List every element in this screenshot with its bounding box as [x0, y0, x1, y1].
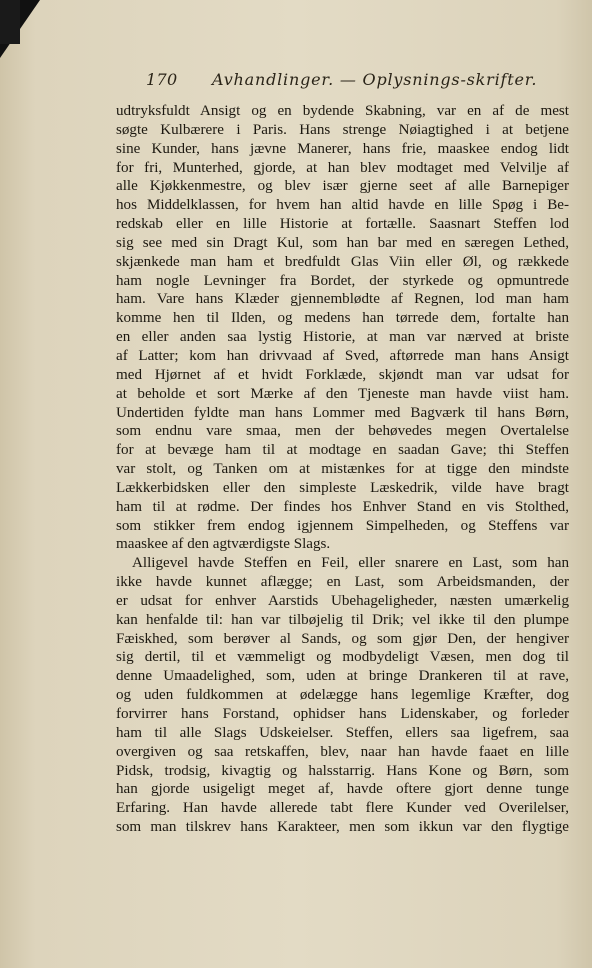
text-line: redskab eller en lille Historie at fortælle. Saasnart Steffen lod — [116, 216, 569, 233]
text-line: Erfaring. Han havde allerede tabt flere Kunder ved Overilelser, — [116, 800, 569, 817]
text-line: han gjorde usigeligt meget af, havde oftere gjort denne tunge — [116, 781, 569, 798]
text-line: Fæiskhed, som berøver al Sands, og som gjør Den, der hengiver — [116, 630, 569, 647]
running-head: Avhandlinger. — Oplysnings-skrifter. — [212, 70, 538, 89]
text-line: og uden fuldkommen at ødelægge hans legemlige Kræfter, dog — [116, 687, 569, 704]
body-text — [116, 102, 569, 837]
scan-corner-shadow-edge — [0, 0, 20, 44]
text-line: kan henfalde til: han var tilbøjelig til Drik; vel ikke til den plumpe — [116, 611, 569, 628]
text-line: at beholde et sort Mærke af den Tjeneste man havde viist ham. — [116, 385, 569, 402]
text-line: sig dertil, til et væmmeligt og modbydeligt Væsen, men dog til — [116, 649, 569, 666]
text-line: skjænkede man ham et bredfuldt Glas Viin eller Øl, og rækkede — [116, 253, 569, 270]
text-line: sine Kunder, hans jævne Manerer, hans frie, maaskee endog lidt — [116, 140, 569, 157]
text-line: sig see med sin Dragt Kul, som han bar med en særegen Lethed, — [116, 234, 569, 251]
text-line: forvirrer hans Forstand, ophidser hans Lidenskaber, og forleder — [116, 706, 569, 722]
text-line: ham nogle Levninger fra Bordet, der styrkede og opmuntrede — [116, 272, 569, 289]
text-line: søgte Kulbærere i Paris. Hans strenge Nøiagtighed i at betjene — [116, 121, 569, 138]
text-line: for fri, Munterhed, gjorde, at han blev modtaget med Velvilje af — [116, 159, 569, 176]
text-line: Undertiden fyldte man hans Lommer med Bagværk til hans Børn, — [116, 404, 569, 421]
text-line: er udsat for enhver Aarstids Ubehageligheder, næsten umærkelig — [116, 592, 569, 609]
text-line: komme hen til Ilden, og medens han tørrede dem, fortalte han — [116, 310, 569, 327]
text-line: maaskee af den agtværdigste Slags. — [116, 536, 331, 553]
text-line: ikke havde kunnet aflægge; en Last, som Arbeidsmanden, der — [116, 574, 569, 591]
text-line: Pidsk, trodsig, kivagtig og halsstarrig. Hans Kone og Børn, som — [116, 762, 569, 779]
text-line: ham til at rødme. Der findes hos Enhver Stand en vis Stolthed, — [116, 498, 569, 515]
page-header — [146, 70, 566, 94]
text-line: udtryksfuldt Ansigt og en bydende Skabning, var en af de mest — [116, 103, 569, 119]
text-line: var stolt, og Tanken om at mistænkes for at tigge den mindste — [116, 461, 569, 478]
text-line: denne Umaadelighed, som, uden at bringe Drankeren til at rave, — [116, 668, 569, 685]
text-line: for at bevæge ham til at modtage en saadan Gave; thi Steffen — [116, 442, 569, 459]
text-line: Alligevel havde Steffen en Feil, eller snarere en Last, som han — [132, 555, 569, 572]
text-line: som endnu vare smaa, men der behøvedes megen Overtalelse — [116, 423, 569, 440]
text-line: hos Middelklassen, for hvem han altid havde en lille Spøg i Be- — [116, 197, 569, 214]
text-line: med Hjørnet af et hvidt Forklæde, skjøndt man var udsat for — [116, 366, 569, 383]
text-line: Lækkerbidsken eller den simpleste Læskedrik, vilde have bragt — [116, 479, 569, 496]
page-number: 170 — [146, 70, 178, 89]
text-line: af Latter; kom han drivvaad af Sved, aftørrede man hans Ansigt — [116, 347, 569, 364]
text-line: ham til alle Slags Udskeielser. Steffen, ellers saa ligefrem, saa — [116, 724, 569, 741]
text-line: overgiven og saa retskaffen, blev, naar han havde faaet en lille — [116, 743, 569, 760]
text-line: alle Kjøkkenmestre, og blev især gjerne seet af alle Barnepiger — [116, 178, 569, 195]
text-line: som man tilskrev hans Karakteer, men som ikkun var den flygtige — [116, 819, 569, 836]
text-line: en eller anden saa lystig Historie, at man var nærved at briste — [116, 329, 569, 346]
text-line: som stikker frem endog igjennem Simpelheden, og Steffens var — [116, 517, 569, 534]
text-line: ham. Vare hans Klæder gjennemblødte af Regnen, lod man ham — [116, 291, 569, 308]
